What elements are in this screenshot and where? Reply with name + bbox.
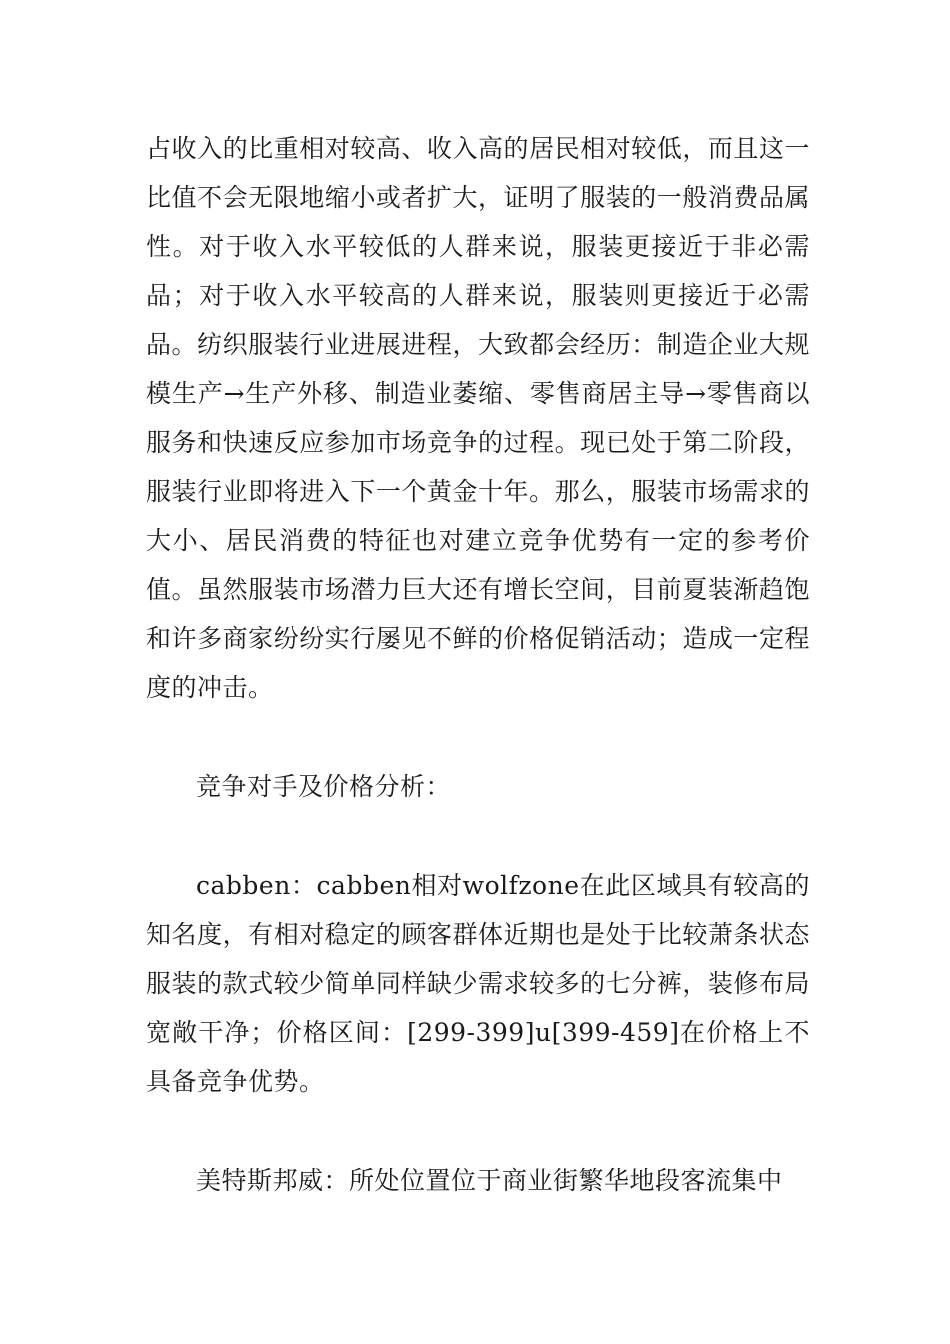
metersbonwe-paragraph: 美特斯邦威：所处位置位于商业街繁华地段客流集中 (196, 1166, 783, 1195)
cabben-paragraph: cabben：cabben相对wolfzone在此区域具有较高的知名度，有相对稳定的顾客群体近期也是处于比较萧条状态服装的款式较少简单同样缺少需求较多的七分裤，装修布局宽敞干净；价格区间：[299-399]u[399-459]在价格上不具备竞争优势。 (146, 871, 810, 1096)
market-analysis-paragraph: 占收入的比重相对较高、收入高的居民相对较低，而且这一比值不会无限地缩小或者扩大，证明了服装的一般消费品属性。对于收入水平较低的人群来说，服装更接近于非必需品；对于收入水平较高的人群来说，服装则更接近于必需品。纺织服装行业进展进程，大致都会经历：制造企业大规模生产→生产外移、制造业萎缩、零售商居主导→零售商以服务和快速反应参加市场竞争的过程。现已处于第二阶段，服装行业即将进入下一个黄金十年。那么，服装市场需求的大小、居民消费的特征也对建立竞争优势有一定的参考价值。虽然服装市场潜力巨大还有增长空间，目前夏装渐趋饱和许多商家纷纷实行屡见不鲜的价格促销活动；造成一定程度的冲击。 (146, 134, 810, 702)
document-page (146, 124, 810, 1205)
competitor-heading: 竞争对手及价格分析： (196, 772, 452, 801)
